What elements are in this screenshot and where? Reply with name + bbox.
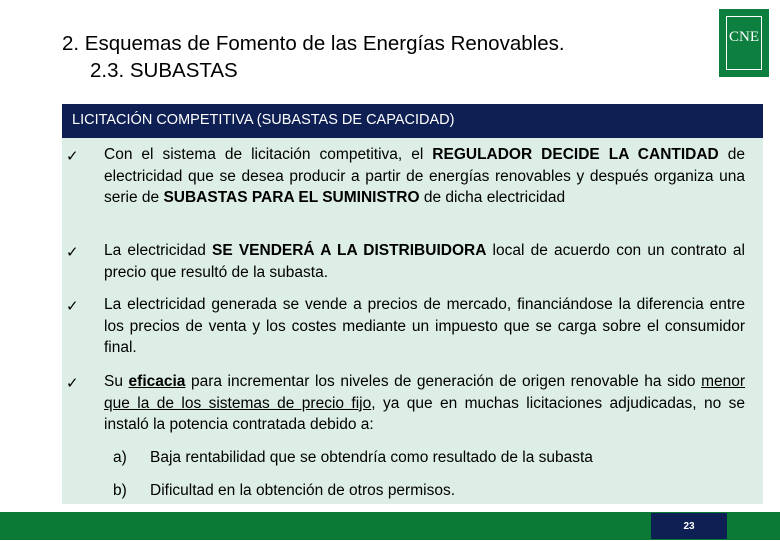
bullet-text-run: eficacia — [128, 373, 186, 390]
panel-header-text: LICITACIÓN COMPETITIVA (SUBASTAS DE CAPACIDAD) — [72, 112, 455, 128]
bullet-text-run: de dicha electricidad — [419, 189, 566, 206]
bullet-text-run: SUBASTAS PARA EL SUMINISTRO — [163, 189, 420, 206]
bullet-text — [104, 371, 745, 436]
bullet-text-run: Su — [104, 373, 129, 390]
panel-header — [62, 104, 763, 138]
slide-title-line-2: 2.3. SUBASTAS — [90, 59, 238, 82]
slide-title-line-1: 2. Esquemas de Fomento de las Energías Renovables. — [62, 32, 565, 55]
bullet-text-run: para incrementar los niveles de generación de origen renovable ha sido — [185, 373, 702, 390]
bullet-text — [104, 144, 745, 209]
bullet-text — [104, 294, 745, 359]
cne-logo — [719, 9, 769, 77]
checkmark-icon: ✓ — [66, 147, 79, 165]
cne-logo-text: CNE — [729, 29, 759, 45]
sub-item — [113, 447, 593, 468]
bullet-text-run: SE VENDERÁ A LA DISTRIBUIDORA — [211, 242, 487, 259]
bullet-text-run: , ya que en muchas licitaciones adjudicadas, no se instaló la potencia contratada debido a: — [104, 394, 745, 433]
bullet-text-run: La electricidad — [104, 242, 212, 259]
checkmark-icon: ✓ — [66, 374, 79, 392]
bullet-text-run: menor que la de los sistemas de precio fijo — [104, 373, 746, 412]
sub-item-label: b) — [113, 482, 127, 499]
bullet-text-run: local de acuerdo con un contrato al precio que resultó de la subasta. — [104, 242, 745, 281]
content-panel — [62, 104, 763, 504]
sub-item-label: a) — [113, 449, 127, 466]
checkmark-icon: ✓ — [66, 243, 79, 261]
sub-item-text: Baja rentabilidad que se obtendría como resultado de la subasta — [150, 449, 593, 466]
sub-item-text: Dificultad en la obtención de otros permisos. — [150, 482, 455, 499]
sub-item — [113, 480, 455, 501]
bullet-text-run: REGULADOR DECIDE LA CANTIDAD — [432, 146, 719, 163]
page-number: 23 — [651, 513, 727, 539]
bullet-text-run: de electricidad que se desea producir a partir de energías renovables y después organiza una serie de — [104, 146, 745, 206]
slide-title — [62, 30, 565, 84]
checkmark-icon: ✓ — [66, 297, 79, 315]
bullet-text-run: Con el sistema de licitación competitiva, el — [104, 146, 433, 163]
bullet-text-run: La electricidad generada se vende a precios de mercado, financiándose la diferencia entre los precios de venta y los costes mediante un impuesto que se carga sobre el consumidor final. — [104, 296, 745, 356]
cne-logo-frame — [726, 16, 762, 70]
bullet-text — [104, 240, 745, 283]
